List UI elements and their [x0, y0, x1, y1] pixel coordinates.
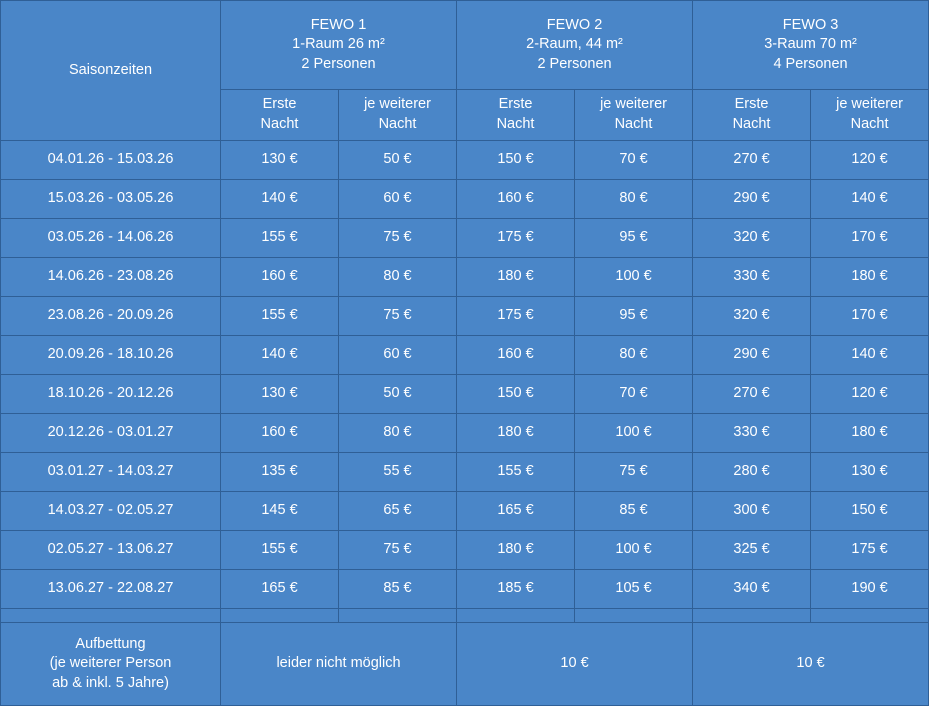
season-period: 15.03.26 - 03.05.26 [1, 180, 221, 219]
extra-bed-value-fewo-2: 10 € [457, 623, 693, 706]
price-cell: 190 € [811, 570, 929, 609]
price-cell: 165 € [457, 492, 575, 531]
apartment-name: FEWO 1 [310, 16, 367, 33]
apartment-persons: 4 Personen [773, 55, 848, 72]
price-cell: 180 € [457, 531, 575, 570]
extra-bed-value-fewo-1: leider nicht möglich [221, 623, 457, 706]
price-cell: 165 € [221, 570, 339, 609]
price-cell: 185 € [457, 570, 575, 609]
table-row [1, 336, 929, 375]
price-cell: 70 € [575, 375, 693, 414]
subheader-extra-night-fewo-3 [811, 90, 929, 141]
subheader-line: Nacht [378, 116, 417, 132]
price-cell: 105 € [575, 570, 693, 609]
price-cell: 100 € [575, 414, 693, 453]
subheader-line: Nacht [732, 116, 771, 132]
price-cell: 145 € [221, 492, 339, 531]
price-cell: 120 € [811, 375, 929, 414]
table-row [1, 492, 929, 531]
price-cell: 160 € [457, 336, 575, 375]
price-cell: 170 € [811, 297, 929, 336]
season-period: 04.01.26 - 15.03.26 [1, 141, 221, 180]
price-cell: 50 € [339, 375, 457, 414]
season-period: 20.12.26 - 03.01.27 [1, 414, 221, 453]
apartment-persons: 2 Personen [301, 55, 376, 72]
price-cell: 85 € [339, 570, 457, 609]
price-cell: 170 € [811, 219, 929, 258]
subheader-line: Nacht [496, 116, 535, 132]
price-cell: 60 € [339, 180, 457, 219]
spacer-cell [457, 609, 575, 623]
price-cell: 320 € [693, 297, 811, 336]
apartment-rooms: 1-Raum 26 m² [292, 36, 385, 53]
extra-bed-row [1, 623, 929, 706]
apartment-persons: 2 Personen [537, 55, 612, 72]
price-cell: 80 € [575, 336, 693, 375]
season-column-header: Saisonzeiten [1, 1, 221, 141]
spacer-cell [811, 609, 929, 623]
price-cell: 150 € [457, 375, 575, 414]
subheader-line: je weiterer [364, 96, 431, 113]
price-cell: 95 € [575, 219, 693, 258]
price-cell: 160 € [221, 258, 339, 297]
subheader-line: je weiterer [836, 96, 903, 113]
price-cell: 270 € [693, 141, 811, 180]
table-row [1, 570, 929, 609]
price-cell: 180 € [457, 414, 575, 453]
price-cell: 330 € [693, 258, 811, 297]
price-cell: 130 € [221, 141, 339, 180]
table-row [1, 375, 929, 414]
extra-bed-label-line: Aufbettung [75, 635, 146, 652]
season-period: 23.08.26 - 20.09.26 [1, 297, 221, 336]
table-spacer-row [1, 609, 929, 623]
subheader-line: Nacht [614, 116, 653, 132]
price-cell: 320 € [693, 219, 811, 258]
price-cell: 130 € [811, 453, 929, 492]
price-cell: 55 € [339, 453, 457, 492]
season-period: 20.09.26 - 18.10.26 [1, 336, 221, 375]
price-cell: 65 € [339, 492, 457, 531]
price-cell: 85 € [575, 492, 693, 531]
apartment-header-fewo-1 [221, 1, 457, 90]
price-cell: 290 € [693, 336, 811, 375]
subheader-line: je weiterer [600, 96, 667, 113]
season-period: 03.05.26 - 14.06.26 [1, 219, 221, 258]
price-cell: 330 € [693, 414, 811, 453]
price-cell: 175 € [457, 297, 575, 336]
price-cell: 130 € [221, 375, 339, 414]
price-cell: 60 € [339, 336, 457, 375]
price-cell: 340 € [693, 570, 811, 609]
subheader-line: Erste [262, 96, 297, 113]
extra-bed-label [1, 623, 221, 706]
subheader-first-night-fewo-2 [457, 90, 575, 141]
spacer-cell [221, 609, 339, 623]
price-cell: 155 € [457, 453, 575, 492]
table-row [1, 414, 929, 453]
season-period: 03.01.27 - 14.03.27 [1, 453, 221, 492]
spacer-cell [1, 609, 221, 623]
price-cell: 140 € [811, 336, 929, 375]
price-cell: 50 € [339, 141, 457, 180]
subheader-first-night-fewo-3 [693, 90, 811, 141]
spacer-cell [339, 609, 457, 623]
price-cell: 180 € [811, 258, 929, 297]
subheader-line: Nacht [260, 116, 299, 132]
price-cell: 80 € [339, 258, 457, 297]
price-cell: 325 € [693, 531, 811, 570]
apartment-rooms: 3-Raum 70 m² [764, 36, 857, 53]
season-period: 13.06.27 - 22.08.27 [1, 570, 221, 609]
header-group-row [1, 1, 929, 90]
price-cell: 75 € [575, 453, 693, 492]
price-cell: 120 € [811, 141, 929, 180]
extra-bed-label-line: (je weiterer Person [49, 655, 172, 672]
table-row [1, 258, 929, 297]
table-row [1, 531, 929, 570]
season-period: 14.03.27 - 02.05.27 [1, 492, 221, 531]
price-cell: 155 € [221, 297, 339, 336]
price-cell: 75 € [339, 531, 457, 570]
price-cell: 80 € [575, 180, 693, 219]
season-period: 18.10.26 - 20.12.26 [1, 375, 221, 414]
table-row [1, 180, 929, 219]
price-cell: 80 € [339, 414, 457, 453]
price-cell: 290 € [693, 180, 811, 219]
price-cell: 135 € [221, 453, 339, 492]
price-cell: 175 € [457, 219, 575, 258]
table-body [1, 141, 929, 706]
season-period: 14.06.26 - 23.08.26 [1, 258, 221, 297]
table-row [1, 297, 929, 336]
extra-bed-label-line: ab & inkl. 5 Jahre) [52, 674, 169, 691]
subheader-line: Nacht [850, 116, 889, 132]
price-cell: 140 € [811, 180, 929, 219]
price-cell: 160 € [457, 180, 575, 219]
price-cell: 155 € [221, 219, 339, 258]
subheader-extra-night-fewo-1 [339, 90, 457, 141]
extra-bed-value-fewo-3: 10 € [693, 623, 929, 706]
price-cell: 140 € [221, 180, 339, 219]
price-cell: 95 € [575, 297, 693, 336]
apartment-name: FEWO 3 [782, 16, 839, 33]
price-cell: 150 € [457, 141, 575, 180]
subheader-line: Erste [734, 96, 769, 113]
price-cell: 155 € [221, 531, 339, 570]
price-cell: 75 € [339, 219, 457, 258]
table-header [1, 1, 929, 141]
spacer-cell [693, 609, 811, 623]
subheader-first-night-fewo-1 [221, 90, 339, 141]
price-cell: 140 € [221, 336, 339, 375]
price-cell: 180 € [457, 258, 575, 297]
subheader-line: Erste [498, 96, 533, 113]
season-period: 02.05.27 - 13.06.27 [1, 531, 221, 570]
price-cell: 280 € [693, 453, 811, 492]
price-cell: 100 € [575, 258, 693, 297]
price-cell: 270 € [693, 375, 811, 414]
price-cell: 300 € [693, 492, 811, 531]
apartment-header-fewo-3 [693, 1, 929, 90]
price-cell: 180 € [811, 414, 929, 453]
apartment-rooms: 2-Raum, 44 m² [526, 36, 623, 53]
spacer-cell [575, 609, 693, 623]
price-cell: 160 € [221, 414, 339, 453]
table-row [1, 219, 929, 258]
price-cell: 100 € [575, 531, 693, 570]
price-cell: 175 € [811, 531, 929, 570]
price-cell: 150 € [811, 492, 929, 531]
price-cell: 70 € [575, 141, 693, 180]
table-row [1, 141, 929, 180]
apartment-header-fewo-2 [457, 1, 693, 90]
price-cell: 75 € [339, 297, 457, 336]
apartment-name: FEWO 2 [546, 16, 603, 33]
subheader-extra-night-fewo-2 [575, 90, 693, 141]
table-row [1, 453, 929, 492]
